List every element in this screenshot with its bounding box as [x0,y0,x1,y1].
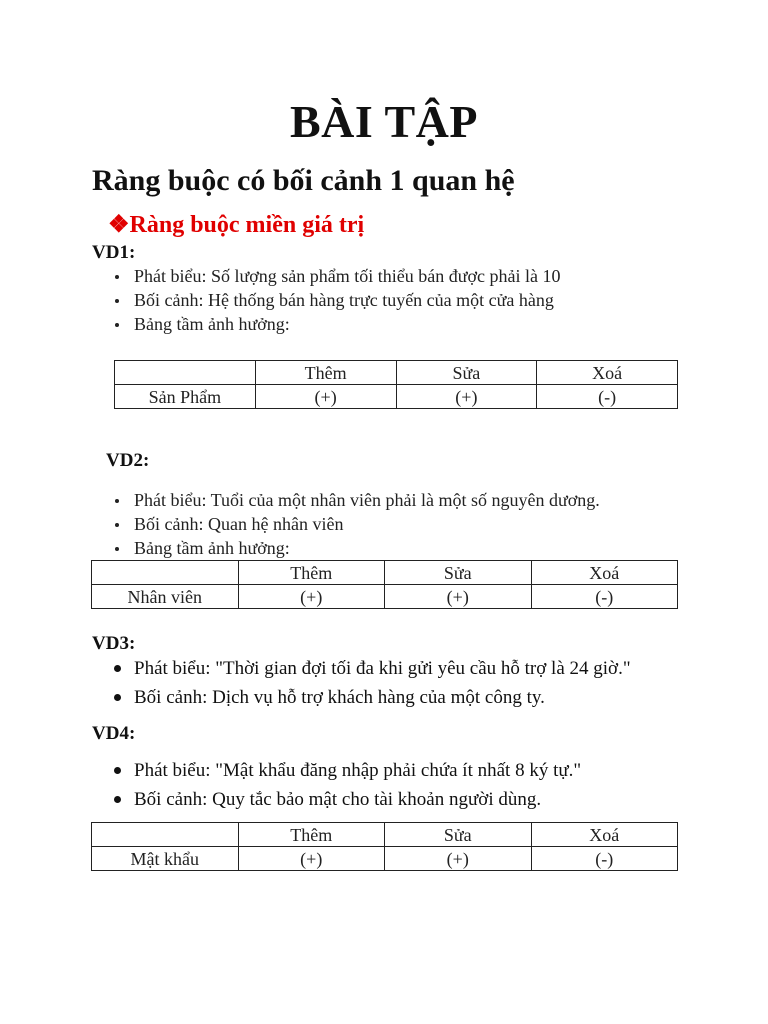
section-heading-label: Ràng buộc miền giá trị [129,212,365,238]
vd2-heading: VD2: [106,450,150,471]
table-header-row [92,823,678,847]
table-row-label: Nhân viên [92,585,239,609]
section-heading [108,209,364,241]
table-cell: (-) [537,385,678,409]
page-title: BÀI TẬP [290,96,478,147]
table-header-cell: Xoá [537,361,678,385]
table-cell: (+) [396,385,537,409]
vd1-context: Bối cảnh: Hệ thống bán hàng trực tuyến của một cửa hàng [108,288,561,312]
table-row [92,585,678,609]
table-corner-cell [92,823,239,847]
vd2-list [108,488,600,560]
vd1-impact-table [114,360,678,409]
table-header-row [92,561,678,585]
table-cell: (-) [531,847,678,871]
vd2-statement: Phát biểu: Tuổi của một nhân viên phải là một số nguyên dương. [108,488,600,512]
vd4-list [108,756,581,814]
table-header-cell: Thêm [255,361,396,385]
table-header-cell: Sửa [385,823,532,847]
table-header-cell: Sửa [385,561,532,585]
table-row [115,385,678,409]
table-header-cell: Sửa [396,361,537,385]
table-header-row [115,361,678,385]
table-corner-cell [92,561,239,585]
vd3-context: Bối cảnh: Dịch vụ hỗ trợ khách hàng của một công ty. [108,683,631,712]
vd1-list [108,264,561,336]
vd3-statement: Phát biểu: "Thời gian đợi tối đa khi gửi yêu cầu hỗ trợ là 24 giờ." [108,654,631,683]
vd2-impact-table [91,560,678,609]
vd4-context: Bối cảnh: Quy tắc bảo mật cho tài khoản người dùng. [108,785,581,814]
vd1-impact-label: Bảng tầm ảnh hưởng: [108,312,561,336]
table-corner-cell [115,361,256,385]
table-cell: (+) [238,585,385,609]
table-cell: (+) [385,847,532,871]
vd3-heading: VD3: [92,633,136,654]
vd3-list [108,654,631,712]
page-subtitle: Ràng buộc có bối cảnh 1 quan hệ [92,164,515,197]
vd4-heading: VD4: [92,723,136,744]
diamond-bullet-icon: ❖ [108,212,130,238]
table-row [92,847,678,871]
table-row-label: Mật khẩu [92,847,239,871]
table-header-cell: Thêm [238,561,385,585]
vd1-statement: Phát biểu: Số lượng sản phẩm tối thiểu bán được phải là 10 [108,264,561,288]
table-cell: (+) [385,585,532,609]
table-cell: (+) [238,847,385,871]
table-row-label: Sản Phẩm [115,385,256,409]
vd4-impact-table [91,822,678,871]
vd4-statement: Phát biểu: "Mật khẩu đăng nhập phải chứa ít nhất 8 ký tự." [108,756,581,785]
table-cell: (-) [531,585,678,609]
table-header-cell: Thêm [238,823,385,847]
table-header-cell: Xoá [531,561,678,585]
vd2-context: Bối cảnh: Quan hệ nhân viên [108,512,600,536]
table-cell: (+) [255,385,396,409]
vd2-impact-label: Bảng tầm ảnh hưởng: [108,536,600,560]
table-header-cell: Xoá [531,823,678,847]
vd1-heading: VD1: [92,242,136,263]
